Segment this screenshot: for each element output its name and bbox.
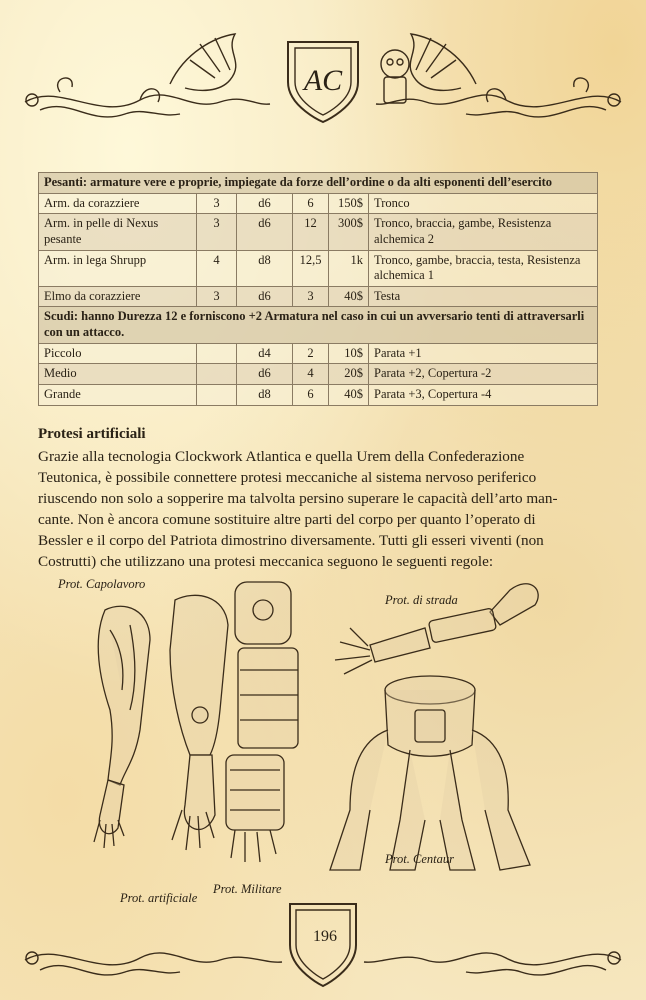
table-cell: 2 [293,343,329,364]
table-cell: 40$ [329,384,369,405]
table-row [39,250,598,286]
table-cell: Arm. da corazziere [39,193,197,214]
body-line: riuscendo non solo a sopperire ma talvolta persino superare le capacità dell’arto man- [38,490,558,507]
table-cell: 3 [293,286,329,307]
table-cell: 12 [293,214,329,250]
table-cell: 4 [197,250,237,286]
table-cell: 6 [293,384,329,405]
armor-table [38,172,598,406]
table-cell: 4 [293,364,329,385]
table-row [39,193,598,214]
page-number: 196 [313,928,337,945]
table-cell: d6 [237,214,293,250]
table-cell: Piccolo [39,343,197,364]
table-cell [197,343,237,364]
caption-militare: Prot. Militare [213,882,282,896]
table-cell: Parata +2, Copertura -2 [369,364,598,385]
capolavoro-arm-drawing [94,606,150,848]
table-cell: Arm. in lega Shrupp [39,250,197,286]
prosthesis-illustration [30,570,620,900]
table-cell: 3 [197,214,237,250]
table-cell: 3 [197,193,237,214]
table-cell [197,364,237,385]
table-row [39,214,598,250]
table-cell: Medio [39,364,197,385]
heavy-heading: Pesanti: armature vere e proprie, impiegate da forze dell’ordine o da alti esponenti dell’esercito [39,173,598,194]
body-text [38,446,610,572]
header-ornament [20,22,626,132]
table-cell: Testa [369,286,598,307]
caption-capolavoro: Prot. Capolavoro [58,577,146,591]
table-cell: Elmo da corazziere [39,286,197,307]
table-cell: d6 [237,286,293,307]
militare-arm-drawing [226,582,298,862]
emblem-text: AC [303,64,343,97]
table-cell: Tronco, gambe, braccia, testa, Resistenza alchemica 1 [369,250,598,286]
table-cell: Arm. in pelle di Nexus pesante [39,214,197,250]
caption-artificiale: Prot. artificiale [120,891,198,905]
table-cell: d6 [237,364,293,385]
artificiale-arm-drawing [170,595,228,850]
table-row [39,286,598,307]
table-cell [197,384,237,405]
table-cell: 3 [197,286,237,307]
body-line: Costrutti) che utilizzano una protesi meccanica seguono le seguenti regole: [38,553,494,570]
table-cell: 12,5 [293,250,329,286]
footer-ornament [20,900,626,995]
table-cell: Grande [39,384,197,405]
body-line: cante. Non è ancora comune sostituire altre parti del corpo per quanto l’operato di [38,511,536,528]
table-cell: Parata +1 [369,343,598,364]
table-cell: d8 [237,384,293,405]
table-cell: 40$ [329,286,369,307]
caption-strada: Prot. di strada [385,593,458,607]
shields-heading: Scudi: hanno Durezza 12 e forniscono +2 Armatura nel caso in cui un avversario tenti di attraversarli con un attacco. [39,307,598,343]
table-cell: 10$ [329,343,369,364]
table-cell: Tronco, braccia, gambe, Resistenza alchemica 2 [369,214,598,250]
table-cell: d8 [237,250,293,286]
centaur-legs-drawing [330,676,530,870]
table-cell: Tronco [369,193,598,214]
body-line: Grazie alla tecnologia Clockwork Atlantica e quella Urem della Confederazione [38,448,525,465]
body-line: Teutonica, è possibile connettere protesi meccaniche al sistema nervoso periferico [38,469,537,486]
table-cell: 300$ [329,214,369,250]
table-cell: 1k [329,250,369,286]
table-cell: 150$ [329,193,369,214]
caption-centaur: Prot. Centaur [385,852,454,866]
body-line: Bessler e il corpo del Patriota dimostrino diversamente. Tutti gli esseri viventi (non [38,532,544,549]
table-cell: d4 [237,343,293,364]
table-cell: Parata +3, Copertura -4 [369,384,598,405]
table-cell: 6 [293,193,329,214]
shields-heading-row [39,307,598,343]
table-row [39,384,598,405]
table-row [39,364,598,385]
heavy-heading-row [39,173,598,194]
table-row [39,343,598,364]
table-cell: 20$ [329,364,369,385]
table-cell: d6 [237,193,293,214]
section-title: Protesi artificiali [38,426,146,442]
